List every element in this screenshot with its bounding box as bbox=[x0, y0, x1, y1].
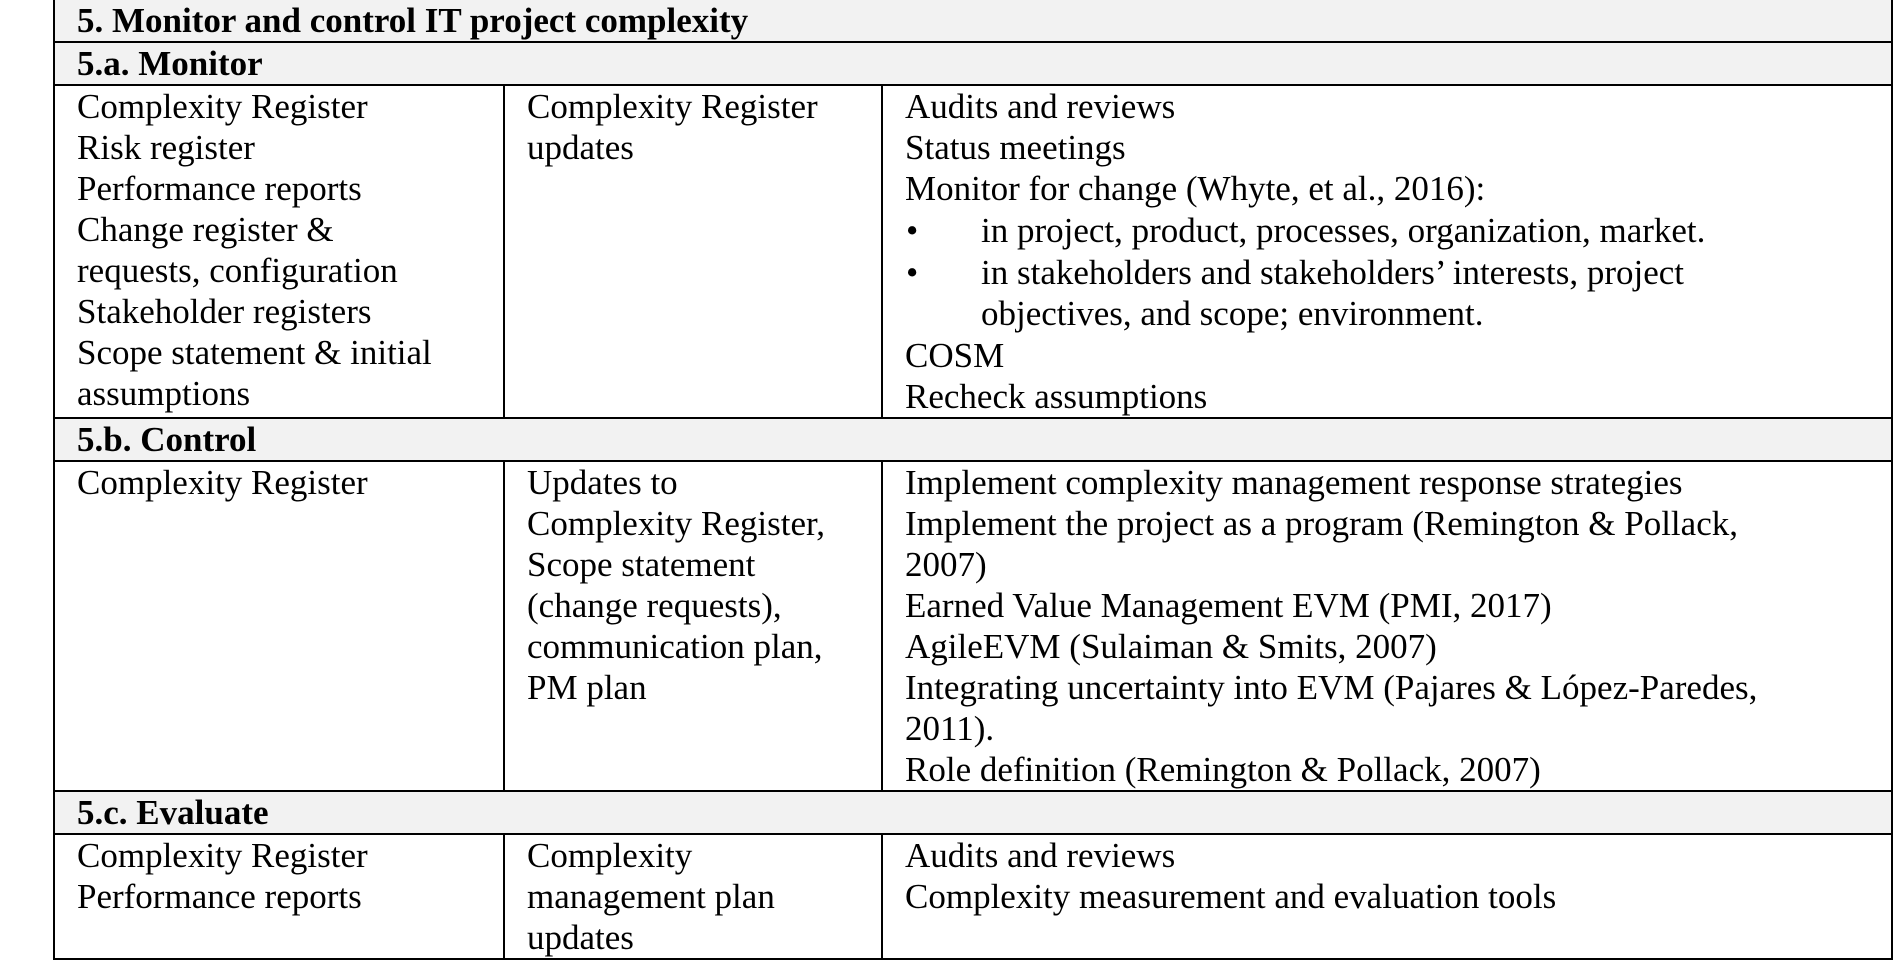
list-item: AgileEVM (Sulaiman & Smits, 2007) bbox=[905, 627, 1437, 666]
evaluate-outputs-cell bbox=[504, 834, 882, 959]
table-row bbox=[54, 834, 1892, 959]
list-item: Role definition (Remington & Pollack, 2007) bbox=[905, 750, 1541, 789]
list-item: communication plan, bbox=[527, 627, 823, 666]
list-item: PM plan bbox=[527, 668, 647, 707]
control-inputs-cell bbox=[54, 461, 504, 791]
list-item: updates bbox=[527, 128, 634, 167]
table-row bbox=[54, 85, 1892, 418]
table-title-row bbox=[54, 0, 1892, 42]
list-item: Integrating uncertainty into EVM (Pajares & López-Paredes, bbox=[905, 668, 1758, 707]
bullet-icon: • bbox=[906, 253, 919, 292]
list-item: Implement the project as a program (Remington & Pollack, bbox=[905, 504, 1738, 543]
complexity-table bbox=[53, 0, 1893, 960]
list-item: Stakeholder registers bbox=[77, 292, 372, 331]
control-outputs-cell bbox=[504, 461, 882, 791]
list-item: Audits and reviews bbox=[905, 836, 1176, 875]
list-item: Earned Value Management EVM (PMI, 2017) bbox=[905, 586, 1552, 625]
section-heading-evaluate: 5.c. Evaluate bbox=[54, 791, 1892, 834]
list-item: Change register & bbox=[77, 210, 334, 249]
list-item: Monitor for change (Whyte, et al., 2016): bbox=[905, 169, 1486, 208]
list-item: Complexity Register bbox=[77, 836, 368, 875]
list-item: requests, configuration bbox=[77, 251, 398, 290]
evaluate-inputs-cell bbox=[54, 834, 504, 959]
list-item: Scope statement & initial bbox=[77, 333, 432, 372]
list-item: Complexity Register, bbox=[527, 504, 826, 543]
list-item: 2007) bbox=[905, 545, 987, 584]
list-item: COSM bbox=[905, 336, 1005, 375]
list-item: Performance reports bbox=[77, 877, 362, 916]
bullet-text: in project, product, processes, organization, market. bbox=[981, 211, 1706, 250]
list-item: Complexity Register bbox=[527, 87, 818, 126]
table-row bbox=[54, 461, 1892, 791]
section-heading-monitor: 5.a. Monitor bbox=[54, 42, 1892, 85]
section-heading-control: 5.b. Control bbox=[54, 418, 1892, 461]
list-item: Risk register bbox=[77, 128, 255, 167]
list-item: Complexity measurement and evaluation tools bbox=[905, 877, 1557, 916]
bullet-item bbox=[905, 252, 1891, 334]
bullet-text: objectives, and scope; environment. bbox=[981, 294, 1484, 333]
control-tools-cell bbox=[882, 461, 1892, 791]
list-item: Updates to bbox=[527, 463, 678, 502]
list-item: 2011). bbox=[905, 709, 995, 748]
list-item: Performance reports bbox=[77, 169, 362, 208]
bullet-icon: • bbox=[906, 211, 919, 250]
list-item: Status meetings bbox=[905, 128, 1126, 167]
section-header-row bbox=[54, 791, 1892, 834]
bullet-list bbox=[905, 210, 1891, 334]
list-item: (change requests), bbox=[527, 586, 782, 625]
list-item: updates bbox=[527, 918, 634, 957]
monitor-outputs-cell bbox=[504, 85, 882, 418]
list-item: Complexity Register bbox=[77, 463, 368, 502]
bullet-text: in stakeholders and stakeholders’ interests, project bbox=[981, 253, 1685, 292]
list-item: Complexity bbox=[527, 836, 693, 875]
list-item: Implement complexity management response strategies bbox=[905, 463, 1683, 502]
evaluate-tools-cell bbox=[882, 834, 1892, 959]
list-item: assumptions bbox=[77, 374, 251, 413]
bullet-item bbox=[905, 210, 1891, 251]
table-title: 5. Monitor and control IT project complexity bbox=[54, 0, 1892, 42]
list-item: Audits and reviews bbox=[905, 87, 1176, 126]
list-item: Recheck assumptions bbox=[905, 377, 1208, 416]
monitor-tools-cell bbox=[882, 85, 1892, 418]
list-item: management plan bbox=[527, 877, 775, 916]
list-item: Scope statement bbox=[527, 545, 756, 584]
section-header-row bbox=[54, 418, 1892, 461]
list-item: Complexity Register bbox=[77, 87, 368, 126]
section-header-row bbox=[54, 42, 1892, 85]
monitor-inputs-cell bbox=[54, 85, 504, 418]
